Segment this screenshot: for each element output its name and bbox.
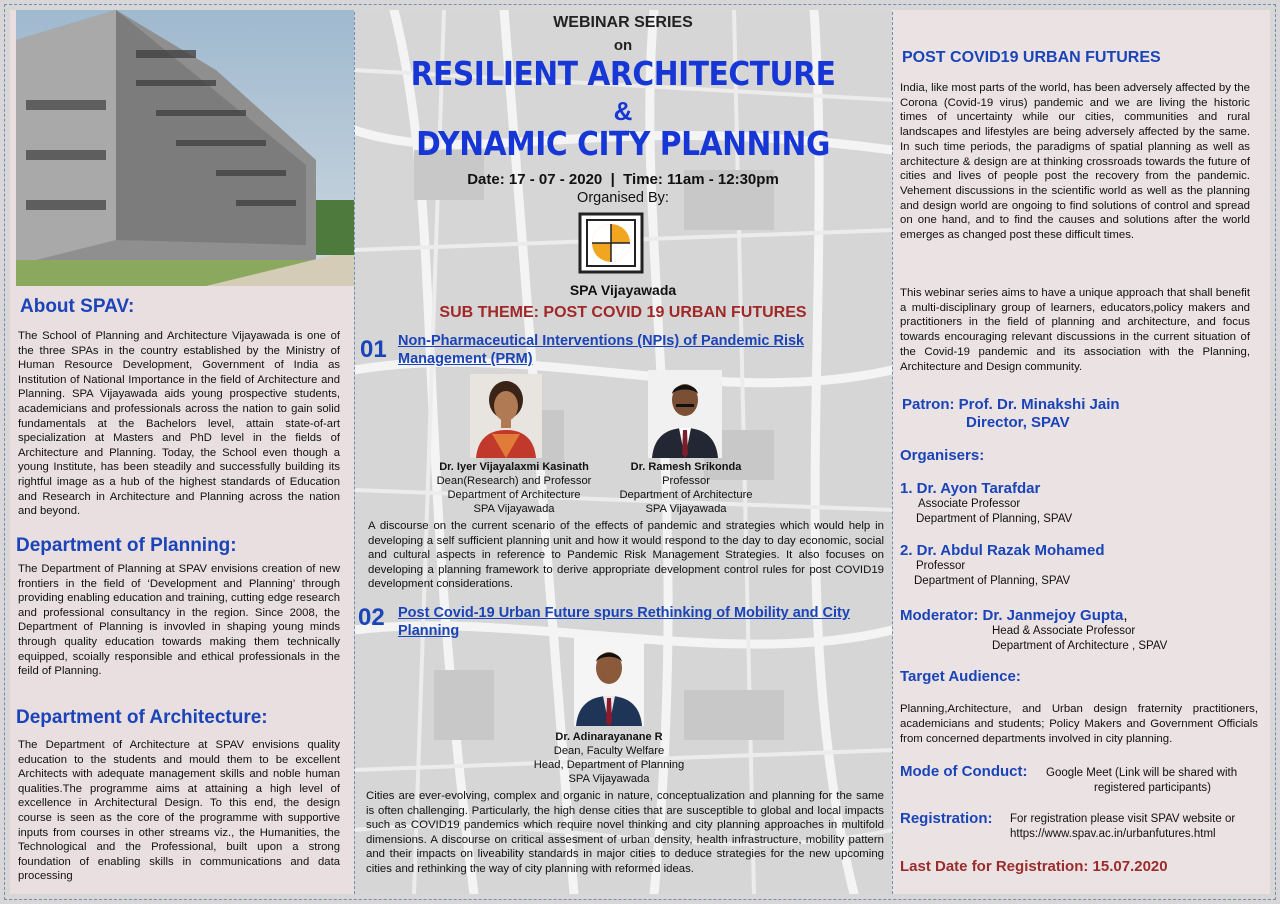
organiser-1-role: Associate Professor (918, 498, 1021, 510)
speaker-3-title: Dean, Faculty Welfare (553, 745, 665, 757)
moderator-comma: , (1123, 607, 1128, 624)
audience-text: Planning,Architecture, and Urban design fraternity practitioners, academicians and students; Policy Makers and Government Officials from concerned departments involved in city planning. (900, 703, 1258, 745)
speaker-2-inst: SPA Vijayawada (645, 503, 727, 515)
right-heading: POST COVID19 URBAN FUTURES (902, 49, 1161, 66)
planning-heading: Department of Planning: (16, 535, 237, 556)
organised-by: Organised By: (577, 190, 669, 206)
registration-line-1: For registration please visit SPAV website or (1010, 813, 1236, 825)
title-ampersand: & (613, 96, 633, 126)
organisers-heading: Organisers: (900, 447, 985, 464)
about-heading: About SPAV: (20, 296, 135, 317)
moderator-name: Moderator: Dr. Janmejoy Gupta (900, 607, 1124, 624)
patron-label: Patron: Prof. Dr. Minakshi Jain (902, 396, 1120, 413)
topic-1-description: A discourse on the current scenario of the effects of pandemic and strategies which would help in developing a self sufficient planning unit and how it would respond to the day to day economic, social and cultural aspects in reference to Pandemic Risk Management Strategies. It also focuses on developing a planning framework to derive appropriate development control rules for post COVID19 development considerations. (368, 520, 884, 591)
architecture-heading: Department of Architecture: (16, 707, 268, 728)
speaker-2-dept: Department of Architecture (619, 489, 753, 501)
speaker-3-dept: Head, Department of Planning (533, 759, 685, 771)
architecture-text: The Department of Architecture at SPAV envisions quality education to the students and mould them to be excellent Architects with adequate management skills and noble human qualities.The programme aims at attaining a high level of excellence in Architectural Design. To this end, the design course is seen as the core of the programme with supportive inputs from courses in other streams viz., the Humanities, the Technological and the Professional, built upon a strong foundation of enabling skills in communications and data processing (18, 739, 340, 883)
speaker-1-name: Dr. Iyer Vijayalaxmi Kasinath (439, 461, 589, 473)
about-text: The School of Planning and Architecture Vijayawada is one of the three SPAs in the country established by the Ministry of Human Resource Development, Government of India as Institution of National Importance in the field of Architecture and Planning. SPA Vijayawada aids young prospective students, academicians and professionals across the nation to gain solid fundamentals at the Bachelors level, attain state-of-art specialization at Masters and PhD level in the fields of Architecture and Planning. Today, the School even though a young Institute, has been steadily and successfully building its rightful image as a hub of the highest standards of Education and Research in Architecture and Planning across the nation and beyond. (18, 330, 340, 518)
last-date: Last Date for Registration: 15.07.2020 (900, 858, 1168, 875)
planning-text: The Department of Planning at SPAV envisions creation of new frontiers in the field of ‘Development and Planning’ through providing enabling education and training, cutting edge research and professional consultancy in the region. Since 2008, the Department of Planning is invovled in shaping young minds through quality education towards making them technically equipped, scoially responsible and ethical professionals in the feild of Planning. (18, 563, 340, 678)
registration-heading: Registration: (900, 810, 993, 827)
title-line-2: DYNAMIC CITY PLANNING (416, 124, 830, 163)
topic-2-description: Cities are ever-evolving, complex and organic in nature, conceptualization and planning for the same is often challenging. Particularly, the high dense cities that are susceptible to global and local impacts such as COVID19 pandemics which require novel thinking and city planning approaches in multifold dimensions. A discourse on critical assesment of urban density, health infrastructure, mobility pattern and their impacts on liveability standards in major cities to deduce strategies for the new upcoming cities and rethinking the way of city planning with reformed ideas. (366, 790, 884, 875)
date-time: Date: 17 - 07 - 2020 | Time: 11am - 12:30pm (467, 171, 779, 188)
organiser-name: SPA Vijayawada (569, 282, 677, 298)
on-label: on (613, 37, 633, 54)
registration-link[interactable]: https://www.spav.ac.in/urbanfutures.html (1010, 828, 1216, 840)
outer-frame (4, 4, 1276, 900)
organiser-2-name: 2. Dr. Abdul Razak Mohamed (900, 542, 1105, 559)
speaker-1-inst: SPA Vijayawada (473, 503, 555, 515)
moderator-dept: Department of Architecture , SPAV (992, 640, 1168, 652)
title-line-1: RESILIENT ARCHITECTURE (410, 54, 836, 93)
subtheme: SUB THEME: POST COVID 19 URBAN FUTURES (439, 304, 807, 321)
series-label: WEBINAR SERIES (553, 14, 693, 31)
right-divider (892, 12, 893, 894)
mode-line-2: registered participants) (1094, 782, 1211, 794)
speaker-2-name: Dr. Ramesh Srikonda (630, 461, 742, 473)
organiser-1-name: 1. Dr. Ayon Tarafdar (900, 480, 1041, 497)
audience-heading: Target Audience: (900, 668, 1021, 685)
topic-2-number: 02 (358, 604, 385, 631)
organiser-1-dept: Department of Planning, SPAV (916, 513, 1073, 525)
mode-line-1: Google Meet (Link will be shared with (1046, 767, 1238, 779)
left-divider (354, 12, 355, 894)
mode-heading: Mode of Conduct: (900, 763, 1028, 780)
organiser-2-dept: Department of Planning, SPAV (914, 575, 1071, 587)
organiser-2-role: Professor (916, 560, 966, 572)
speaker-3-name: Dr. Adinarayanane R (555, 731, 663, 743)
speaker-1-dept: Department of Architecture (447, 489, 581, 501)
topic-1-number: 01 (360, 336, 387, 363)
topic-1-title[interactable]: Non-Pharmaceutical Interventions (NPIs) of Pandemic Risk Management (PRM) (398, 333, 805, 367)
moderator-role: Head & Associate Professor (992, 625, 1136, 637)
patron-role: Director, SPAV (966, 414, 1070, 431)
speaker-3-inst: SPA Vijayawada (568, 773, 650, 785)
speaker-1-title: Dean(Research) and Professor (436, 475, 592, 487)
right-aims-text: This webinar series aims to have a unique approach that shall benefit a multi-disciplinary group of learners, educators,policy makers and practitioners in the field of planning and architecture, and focus towards encouraging relevant discussions in the current situation of the Covid-19 pandemic and its association with the Planning, Architecture and Design community. (900, 287, 1250, 373)
topic-2-title[interactable]: Post Covid-19 Urban Future spurs Rethinking of Mobility and City Planning (398, 605, 850, 639)
speaker-2-title: Professor (662, 475, 710, 487)
right-intro-text: India, like most parts of the world, has been adversely affected by the Corona (Covid-19 virus) pandemic and we are living the historic times of uncertainty while our cities, communities and rural landscapes and lifestyles are being adversely affected by the same. In such time periods, the paradigms of spatial planning as well as architecture & design are at thinking crossroads towards the future of cities and lives of people post the recovery from the pandemic. Vehement discussions in the scientific world as well as the planning and design world are ongoing to find solutions of control and spread on one hand, and to find the causes and solutions after the world emerges as changed post these difficult times. (900, 82, 1250, 242)
